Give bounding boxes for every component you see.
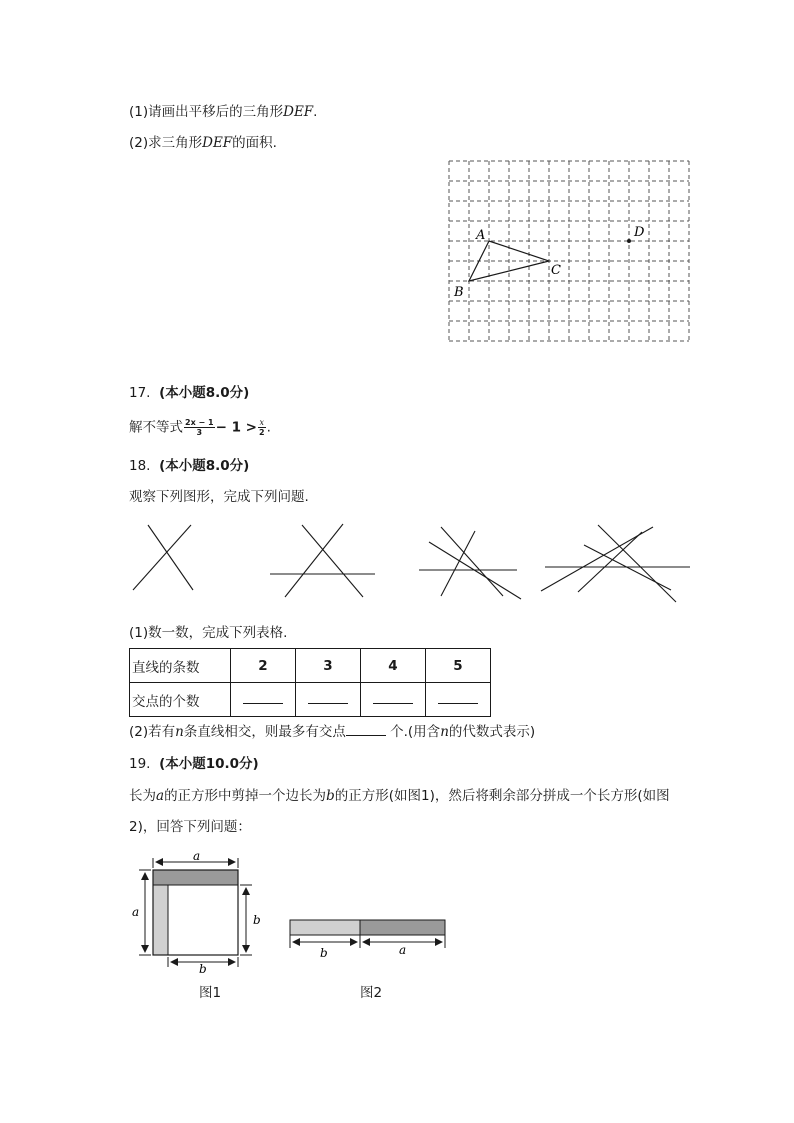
point-d [627,239,631,243]
q18-part2-var2: n [440,724,449,740]
blank-cell-5[interactable] [426,683,491,717]
fig2-label-b: b [320,946,328,960]
lines-figures [120,515,690,610]
fig2-light-strip [290,920,360,935]
row1-label: 直线的条数 [130,649,231,683]
fig1-caption: 图1 [199,985,222,1001]
q16-part2 [129,134,277,152]
fig2-caption: 图2 [360,985,383,1001]
q18-answer-blank[interactable] [346,723,386,736]
q19-var-b: b [326,788,335,804]
fig1-label-a-left: a [132,905,140,919]
figure-1 [125,848,275,973]
label-b: B [454,285,464,300]
table-row-lines [130,649,491,683]
label-d: D [634,225,645,240]
blank-cell-4[interactable] [361,683,426,717]
q17-number: 17. [129,385,151,401]
figure-5-lines [541,525,690,602]
q18-part2-prefix: (2)若有 [129,724,176,740]
figure-4-lines [419,527,521,599]
cell-5: 5 [426,649,491,683]
q19-score: (本小题10.0分) [159,756,259,772]
q18-intro: 观察下列图形，完成下列问题. [129,489,309,505]
grid-figure [440,152,700,352]
q16-part2-var: DEF [202,135,233,151]
row2-label: 交点的个数 [130,683,231,717]
table-row-intersections [130,683,491,717]
fig2-label-a: a [399,943,407,957]
cell-2: 2 [231,649,296,683]
q18-number: 18. [129,458,151,474]
cell-4: 4 [361,649,426,683]
figure-3-lines [270,524,375,597]
q17-fraction-1 [184,418,215,437]
q18-header [129,457,249,475]
q17-frac1-num: 2x − 1 [185,418,214,427]
q18-part1: (1)数一数，完成下列表格. [129,625,288,641]
q18-part2 [129,723,535,741]
q17-frac1-den: 3 [196,428,203,437]
blank-cell-3[interactable] [296,683,361,717]
label-c: C [551,263,561,278]
q19-line1 [129,787,670,805]
q17-fraction-2 [258,418,266,437]
q18-table [129,648,491,717]
q18-part2-end: 的代数式表示) [448,724,536,740]
q18-part2-var: n [175,724,184,740]
q19-var-a: a [156,788,165,804]
q16-part2-prefix: (2)求三角形 [129,135,203,151]
fig1-label-b-right: b [253,913,261,927]
q17-frac2-num: x [259,418,265,427]
q18-part2-mid2: 个.(用含 [390,724,441,740]
q18-score: (本小题8.0分) [159,458,250,474]
q16-part1-prefix: (1)请画出平移后的三角形 [129,104,284,120]
figure-2-lines [133,525,193,590]
q19-line1-c: 的正方形(如图1)，然后将剩余部分拼成一个长方形(如图 [334,788,670,804]
q17-header [129,384,249,402]
fig1-label-a-top: a [193,849,201,863]
grid-lines [449,161,689,341]
fig1-top-strip [153,870,238,885]
q17-frac2-den: 2 [259,428,265,437]
fig1-left-strip [153,885,168,955]
q17-statement [129,418,271,437]
q19-number: 19. [129,756,151,772]
fig2-dark-strip [360,920,445,935]
q17-score: (本小题8.0分) [159,385,250,401]
q19-line1-b: 的正方形中剪掉一个边长为 [164,788,327,804]
q17-prefix: 解不等式 [129,419,183,436]
q19-line2: 2)，回答下列问题： [129,819,251,835]
figure-2 [283,910,453,965]
q18-part2-mid: 条直线相交，则最多有交点 [183,724,346,740]
q16-part1-var: DEF [283,104,314,120]
label-a: A [476,228,486,243]
cell-3: 3 [296,649,361,683]
blank-cell-2[interactable] [231,683,296,717]
q17-middle: − 1 > [215,419,257,436]
fig1-label-b-bottom: b [199,962,207,973]
q19-line1-a: 长为 [129,788,156,804]
q16-part1-end: . [313,104,318,120]
q16-part2-end: 的面积. [232,135,277,151]
q17-end: . [266,419,271,436]
q19-header [129,755,259,773]
q16-part1 [129,103,317,121]
